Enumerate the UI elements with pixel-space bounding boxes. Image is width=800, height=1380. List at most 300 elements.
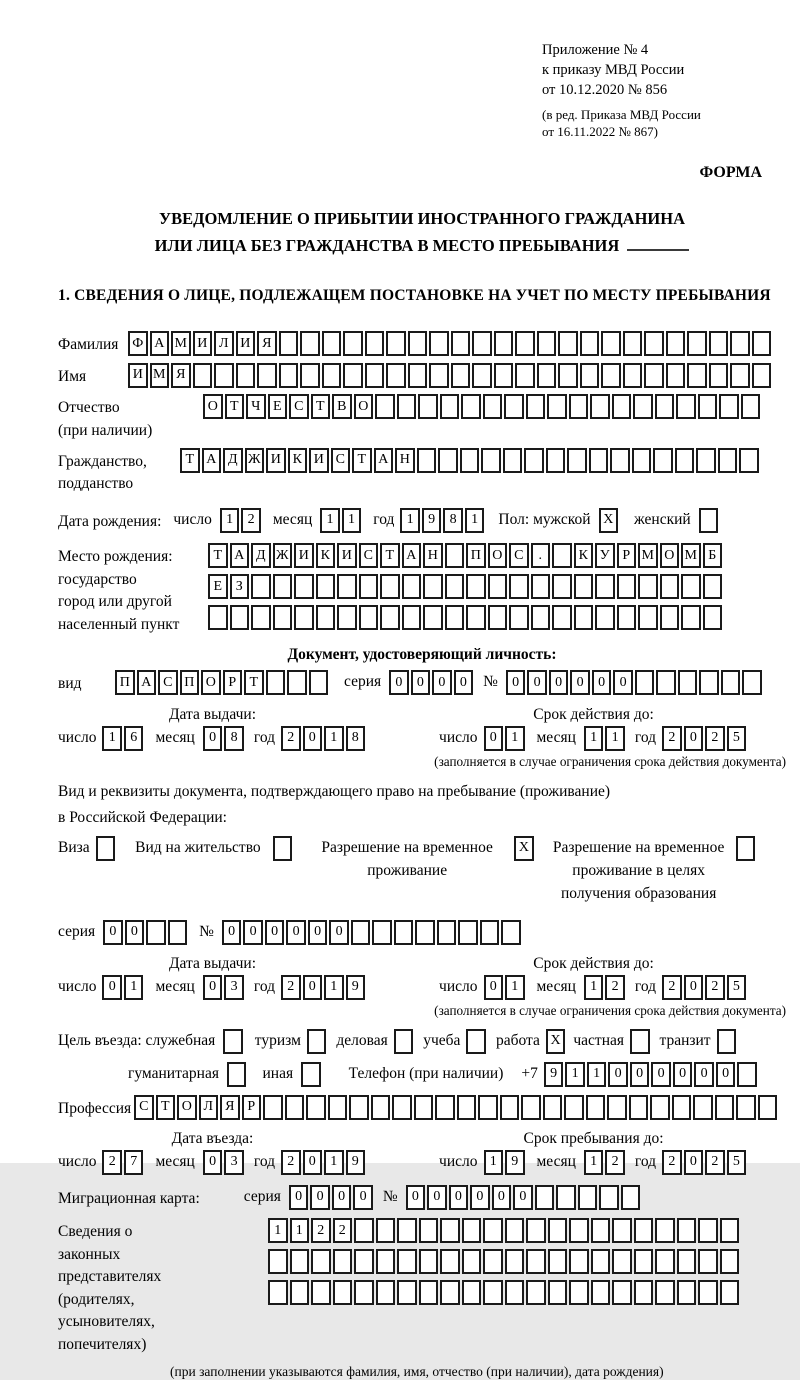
char-box[interactable]: Т	[311, 394, 331, 419]
migration-num-boxes[interactable]	[406, 1185, 643, 1210]
char-box[interactable]	[365, 331, 385, 356]
char-box[interactable]	[715, 1095, 735, 1120]
char-box[interactable]: А	[374, 448, 394, 473]
char-box[interactable]	[634, 1280, 654, 1305]
char-box[interactable]	[146, 920, 166, 945]
purpose-humanitarian-checkbox[interactable]	[227, 1062, 249, 1087]
char-box[interactable]: 1	[342, 508, 362, 533]
permit-issue-year-boxes[interactable]	[281, 975, 367, 1000]
char-box[interactable]	[402, 574, 422, 599]
char-box[interactable]: Л	[214, 331, 234, 356]
char-box[interactable]: 8	[346, 726, 366, 751]
char-box[interactable]	[601, 331, 621, 356]
char-box[interactable]	[526, 1249, 546, 1274]
char-box[interactable]	[423, 574, 443, 599]
char-box[interactable]	[349, 1095, 369, 1120]
char-box[interactable]	[656, 670, 676, 695]
char-box[interactable]	[677, 1218, 697, 1243]
char-box[interactable]	[419, 1249, 439, 1274]
char-box[interactable]: 0	[308, 920, 328, 945]
char-box[interactable]	[251, 574, 271, 599]
char-box[interactable]	[653, 448, 673, 473]
char-box[interactable]: Ж	[245, 448, 265, 473]
char-box[interactable]: И	[337, 543, 357, 568]
char-box[interactable]	[535, 1185, 555, 1210]
char-box[interactable]	[515, 331, 535, 356]
char-box[interactable]: 0	[303, 975, 323, 1000]
birthplace-row2-boxes[interactable]	[208, 574, 724, 599]
char-box[interactable]	[655, 1249, 675, 1274]
char-box[interactable]	[505, 1218, 525, 1243]
female-checkbox[interactable]	[699, 508, 721, 533]
char-box[interactable]: .	[531, 543, 551, 568]
issue-year-boxes[interactable]	[281, 726, 367, 751]
char-box[interactable]	[408, 331, 428, 356]
char-box[interactable]: 2	[705, 1150, 725, 1175]
entry-day-boxes[interactable]	[102, 1150, 145, 1175]
char-box[interactable]: Е	[268, 394, 288, 419]
char-box[interactable]	[481, 448, 501, 473]
char-box[interactable]	[703, 605, 723, 630]
char-box[interactable]	[742, 670, 762, 695]
char-box[interactable]: З	[230, 574, 250, 599]
char-box[interactable]	[462, 1280, 482, 1305]
char-box[interactable]	[752, 363, 772, 388]
char-box[interactable]	[677, 1249, 697, 1274]
male-checkbox[interactable]	[599, 508, 621, 533]
doc-type-boxes[interactable]	[115, 670, 330, 695]
issue-day-boxes[interactable]	[102, 726, 145, 751]
char-box[interactable]	[230, 605, 250, 630]
birthplace-row1-boxes[interactable]	[208, 543, 724, 568]
char-box[interactable]: 0	[608, 1062, 628, 1087]
char-box[interactable]	[655, 394, 675, 419]
char-box[interactable]: С	[331, 448, 351, 473]
char-box[interactable]	[526, 394, 546, 419]
char-box[interactable]	[311, 1280, 331, 1305]
char-box[interactable]	[462, 1249, 482, 1274]
guardians-row3-boxes[interactable]	[268, 1280, 741, 1305]
char-box[interactable]: 0	[265, 920, 285, 945]
char-box[interactable]: М	[638, 543, 658, 568]
char-box[interactable]: 0	[303, 726, 323, 751]
char-box[interactable]	[472, 363, 492, 388]
char-box[interactable]	[429, 331, 449, 356]
char-box[interactable]: Д	[223, 448, 243, 473]
char-box[interactable]	[578, 1185, 598, 1210]
char-box[interactable]: Т	[380, 543, 400, 568]
char-box[interactable]: Ф	[128, 331, 148, 356]
char-box[interactable]: К	[574, 543, 594, 568]
char-box[interactable]	[612, 394, 632, 419]
temp-residence-checkbox[interactable]	[514, 836, 536, 861]
char-box[interactable]: И	[128, 363, 148, 388]
char-box[interactable]	[273, 574, 293, 599]
char-box[interactable]: 2	[311, 1218, 331, 1243]
char-box[interactable]	[376, 1218, 396, 1243]
char-box[interactable]: 8	[443, 508, 463, 533]
char-box[interactable]	[687, 331, 707, 356]
char-box[interactable]	[634, 1249, 654, 1274]
char-box[interactable]	[638, 574, 658, 599]
char-box[interactable]	[574, 605, 594, 630]
char-box[interactable]	[720, 1218, 740, 1243]
char-box[interactable]: П	[466, 543, 486, 568]
char-box[interactable]	[617, 605, 637, 630]
expiry-day-boxes[interactable]	[484, 726, 527, 751]
char-box[interactable]: 0	[289, 1185, 309, 1210]
purpose-private-checkbox[interactable]	[630, 1029, 652, 1054]
char-box[interactable]	[309, 670, 329, 695]
char-box[interactable]: 7	[124, 1150, 144, 1175]
char-box[interactable]	[698, 1249, 718, 1274]
expiry-year-boxes[interactable]	[662, 726, 748, 751]
char-box[interactable]	[709, 331, 729, 356]
char-box[interactable]	[483, 394, 503, 419]
char-box[interactable]: К	[288, 448, 308, 473]
char-box[interactable]	[397, 394, 417, 419]
birth-year-boxes[interactable]	[400, 508, 486, 533]
char-box[interactable]	[337, 605, 357, 630]
char-box[interactable]	[720, 1280, 740, 1305]
char-box[interactable]: 9	[505, 1150, 525, 1175]
char-box[interactable]	[483, 1249, 503, 1274]
char-box[interactable]: 0	[286, 920, 306, 945]
doc-seria-boxes[interactable]	[389, 670, 475, 695]
char-box[interactable]: А	[150, 331, 170, 356]
char-box[interactable]: 9	[346, 1150, 366, 1175]
char-box[interactable]: 1	[565, 1062, 585, 1087]
char-box[interactable]	[630, 1029, 650, 1054]
char-box[interactable]	[736, 1095, 756, 1120]
char-box[interactable]	[290, 1249, 310, 1274]
char-box[interactable]: К	[316, 543, 336, 568]
char-box[interactable]	[273, 605, 293, 630]
char-box[interactable]: 0	[203, 1150, 223, 1175]
char-box[interactable]: 2	[605, 1150, 625, 1175]
char-box[interactable]	[687, 363, 707, 388]
purpose-study-checkbox[interactable]	[466, 1029, 488, 1054]
char-box[interactable]: 1	[605, 726, 625, 751]
char-box[interactable]	[438, 448, 458, 473]
char-box[interactable]: 5	[727, 726, 747, 751]
entry-year-boxes[interactable]	[281, 1150, 367, 1175]
char-box[interactable]	[719, 394, 739, 419]
char-box[interactable]	[589, 448, 609, 473]
char-box[interactable]	[718, 448, 738, 473]
char-box[interactable]	[408, 363, 428, 388]
purpose-official-checkbox[interactable]	[223, 1029, 245, 1054]
char-box[interactable]	[414, 1095, 434, 1120]
char-box[interactable]: X	[546, 1029, 566, 1054]
char-box[interactable]	[552, 574, 572, 599]
char-box[interactable]	[741, 394, 761, 419]
char-box[interactable]	[328, 1095, 348, 1120]
char-box[interactable]: 1	[505, 726, 525, 751]
stay-day-boxes[interactable]	[484, 1150, 527, 1175]
char-box[interactable]	[717, 1029, 737, 1054]
char-box[interactable]	[531, 605, 551, 630]
char-box[interactable]	[696, 448, 716, 473]
char-box[interactable]	[375, 394, 395, 419]
char-box[interactable]: 1	[584, 975, 604, 1000]
patronymic-boxes[interactable]	[203, 394, 762, 419]
char-box[interactable]	[457, 1095, 477, 1120]
char-box[interactable]: 2	[662, 1150, 682, 1175]
char-box[interactable]	[365, 363, 385, 388]
profession-boxes[interactable]	[134, 1095, 779, 1120]
char-box[interactable]	[586, 1095, 606, 1120]
purpose-work-checkbox[interactable]	[546, 1029, 568, 1054]
char-box[interactable]: 2	[281, 1150, 301, 1175]
char-box[interactable]: 1	[324, 726, 344, 751]
permit-expiry-day-boxes[interactable]	[484, 975, 527, 1000]
char-box[interactable]	[268, 1249, 288, 1274]
char-box[interactable]	[371, 1095, 391, 1120]
char-box[interactable]	[617, 574, 637, 599]
char-box[interactable]	[316, 605, 336, 630]
char-box[interactable]	[263, 1095, 283, 1120]
char-box[interactable]	[322, 363, 342, 388]
char-box[interactable]: 2	[333, 1218, 353, 1243]
char-box[interactable]: 0	[243, 920, 263, 945]
char-box[interactable]: Ч	[246, 394, 266, 419]
char-box[interactable]	[316, 574, 336, 599]
char-box[interactable]: 1	[320, 508, 340, 533]
char-box[interactable]: 0	[684, 1150, 704, 1175]
char-box[interactable]	[505, 1280, 525, 1305]
char-box[interactable]	[359, 605, 379, 630]
char-box[interactable]	[672, 1095, 692, 1120]
char-box[interactable]	[601, 363, 621, 388]
char-box[interactable]	[591, 1280, 611, 1305]
char-box[interactable]	[730, 331, 750, 356]
char-box[interactable]: С	[509, 543, 529, 568]
char-box[interactable]	[386, 331, 406, 356]
char-box[interactable]	[294, 605, 314, 630]
char-box[interactable]: 2	[241, 508, 261, 533]
char-box[interactable]	[699, 670, 719, 695]
char-box[interactable]: 2	[705, 726, 725, 751]
char-box[interactable]	[720, 1249, 740, 1274]
char-box[interactable]: 0	[449, 1185, 469, 1210]
char-box[interactable]	[294, 574, 314, 599]
char-box[interactable]: 0	[222, 920, 242, 945]
char-box[interactable]	[698, 394, 718, 419]
char-box[interactable]	[548, 1249, 568, 1274]
char-box[interactable]	[251, 605, 271, 630]
char-box[interactable]	[736, 836, 756, 861]
char-box[interactable]	[333, 1249, 353, 1274]
char-box[interactable]: 1	[324, 1150, 344, 1175]
char-box[interactable]	[524, 448, 544, 473]
char-box[interactable]: Т	[156, 1095, 176, 1120]
char-box[interactable]	[96, 836, 116, 861]
char-box[interactable]: 0	[630, 1062, 650, 1087]
char-box[interactable]	[311, 1249, 331, 1274]
phone-boxes[interactable]	[544, 1062, 759, 1087]
permit-expiry-month-boxes[interactable]	[584, 975, 627, 1000]
char-box[interactable]: М	[150, 363, 170, 388]
char-box[interactable]	[678, 670, 698, 695]
char-box[interactable]	[709, 363, 729, 388]
char-box[interactable]	[423, 605, 443, 630]
char-box[interactable]	[693, 1095, 713, 1120]
char-box[interactable]: 0	[613, 670, 633, 695]
char-box[interactable]: 0	[102, 975, 122, 1000]
char-box[interactable]	[569, 1218, 589, 1243]
char-box[interactable]	[501, 920, 521, 945]
char-box[interactable]: 0	[103, 920, 123, 945]
char-box[interactable]	[458, 920, 478, 945]
char-box[interactable]: Я	[257, 331, 277, 356]
char-box[interactable]: И	[266, 448, 286, 473]
char-box[interactable]: 0	[389, 670, 409, 695]
char-box[interactable]: 0	[406, 1185, 426, 1210]
guardians-row1-boxes[interactable]	[268, 1218, 741, 1243]
char-box[interactable]	[429, 363, 449, 388]
char-box[interactable]	[676, 394, 696, 419]
char-box[interactable]	[531, 574, 551, 599]
char-box[interactable]: Д	[251, 543, 271, 568]
char-box[interactable]: 1	[220, 508, 240, 533]
char-box[interactable]: 1	[400, 508, 420, 533]
stay-month-boxes[interactable]	[584, 1150, 627, 1175]
temp-residence-education-checkbox[interactable]	[736, 836, 758, 861]
permit-issue-day-boxes[interactable]	[102, 975, 145, 1000]
char-box[interactable]	[610, 448, 630, 473]
char-box[interactable]	[223, 1029, 243, 1054]
char-box[interactable]	[445, 574, 465, 599]
char-box[interactable]	[419, 1218, 439, 1243]
char-box[interactable]: 1	[587, 1062, 607, 1087]
char-box[interactable]	[419, 1280, 439, 1305]
char-box[interactable]: 0	[427, 1185, 447, 1210]
char-box[interactable]	[521, 1095, 541, 1120]
char-box[interactable]	[569, 394, 589, 419]
char-box[interactable]	[494, 363, 514, 388]
char-box[interactable]	[638, 605, 658, 630]
char-box[interactable]	[564, 1095, 584, 1120]
char-box[interactable]	[612, 1249, 632, 1274]
char-box[interactable]	[660, 574, 680, 599]
char-box[interactable]	[351, 920, 371, 945]
char-box[interactable]	[285, 1095, 305, 1120]
char-box[interactable]: 0	[454, 670, 474, 695]
char-box[interactable]	[354, 1249, 374, 1274]
char-box[interactable]: 1	[465, 508, 485, 533]
char-box[interactable]: 5	[727, 1150, 747, 1175]
char-box[interactable]: Р	[223, 670, 243, 695]
char-box[interactable]	[415, 920, 435, 945]
char-box[interactable]: О	[354, 394, 374, 419]
char-box[interactable]	[466, 1029, 486, 1054]
char-box[interactable]	[445, 605, 465, 630]
char-box[interactable]	[290, 1280, 310, 1305]
firstname-boxes[interactable]	[128, 363, 773, 388]
char-box[interactable]: 1	[584, 1150, 604, 1175]
char-box[interactable]: 0	[329, 920, 349, 945]
char-box[interactable]	[737, 1062, 757, 1087]
char-box[interactable]	[721, 670, 741, 695]
char-box[interactable]: У	[595, 543, 615, 568]
visa-checkbox[interactable]	[96, 836, 118, 861]
char-box[interactable]: Я	[171, 363, 191, 388]
char-box[interactable]	[483, 1280, 503, 1305]
char-box[interactable]	[343, 363, 363, 388]
purpose-other-checkbox[interactable]	[301, 1062, 323, 1087]
char-box[interactable]	[397, 1249, 417, 1274]
char-box[interactable]: Е	[208, 574, 228, 599]
char-box[interactable]	[623, 331, 643, 356]
char-box[interactable]	[451, 331, 471, 356]
char-box[interactable]: С	[134, 1095, 154, 1120]
char-box[interactable]	[655, 1280, 675, 1305]
char-box[interactable]: Р	[242, 1095, 262, 1120]
residence-permit-checkbox[interactable]	[273, 836, 295, 861]
char-box[interactable]	[595, 574, 615, 599]
char-box[interactable]: 2	[281, 975, 301, 1000]
char-box[interactable]: О	[201, 670, 221, 695]
char-box[interactable]: Ж	[273, 543, 293, 568]
char-box[interactable]	[392, 1095, 412, 1120]
char-box[interactable]	[681, 574, 701, 599]
char-box[interactable]	[569, 1249, 589, 1274]
char-box[interactable]: П	[115, 670, 135, 695]
char-box[interactable]	[440, 1280, 460, 1305]
char-box[interactable]: И	[236, 331, 256, 356]
char-box[interactable]: 2	[662, 726, 682, 751]
char-box[interactable]: 0	[484, 726, 504, 751]
char-box[interactable]	[526, 1218, 546, 1243]
char-box[interactable]: И	[294, 543, 314, 568]
char-box[interactable]: А	[230, 543, 250, 568]
char-box[interactable]	[675, 448, 695, 473]
char-box[interactable]	[515, 363, 535, 388]
char-box[interactable]	[633, 394, 653, 419]
char-box[interactable]: 0	[432, 670, 452, 695]
char-box[interactable]: 3	[224, 1150, 244, 1175]
char-box[interactable]	[607, 1095, 627, 1120]
entry-month-boxes[interactable]	[203, 1150, 246, 1175]
char-box[interactable]: 0	[303, 1150, 323, 1175]
char-box[interactable]: Т	[208, 543, 228, 568]
char-box[interactable]	[435, 1095, 455, 1120]
char-box[interactable]	[322, 331, 342, 356]
char-box[interactable]	[466, 574, 486, 599]
char-box[interactable]	[574, 574, 594, 599]
char-box[interactable]	[548, 1280, 568, 1305]
char-box[interactable]	[494, 331, 514, 356]
char-box[interactable]	[739, 448, 759, 473]
char-box[interactable]: 1	[102, 726, 122, 751]
char-box[interactable]	[580, 331, 600, 356]
char-box[interactable]	[268, 1280, 288, 1305]
char-box[interactable]	[214, 363, 234, 388]
char-box[interactable]	[552, 605, 572, 630]
char-box[interactable]: 1	[124, 975, 144, 1000]
char-box[interactable]: 2	[605, 975, 625, 1000]
char-box[interactable]: П	[180, 670, 200, 695]
char-box[interactable]	[483, 1218, 503, 1243]
migration-seria-boxes[interactable]	[289, 1185, 375, 1210]
char-box[interactable]: 0	[203, 975, 223, 1000]
char-box[interactable]: О	[488, 543, 508, 568]
char-box[interactable]	[343, 331, 363, 356]
char-box[interactable]: 0	[332, 1185, 352, 1210]
char-box[interactable]	[394, 1029, 414, 1054]
char-box[interactable]	[227, 1062, 247, 1087]
